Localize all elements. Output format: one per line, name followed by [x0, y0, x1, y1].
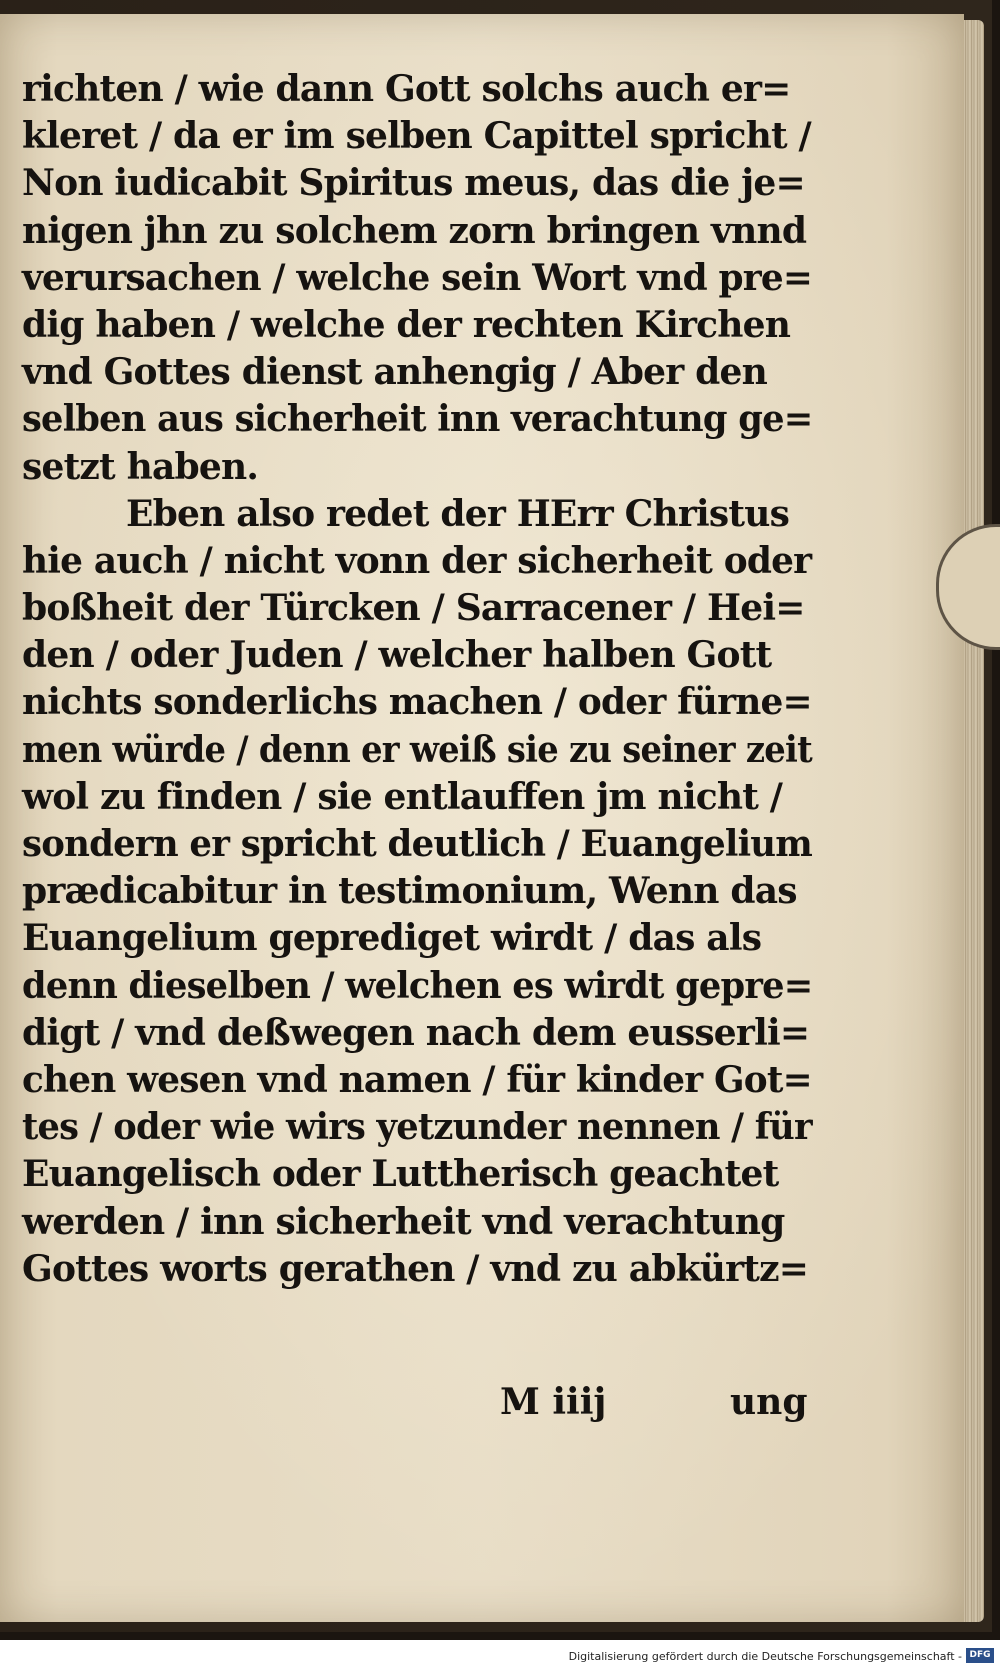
- text-line: denn dieselben / welchen es wirdt gepre=: [22, 964, 813, 1007]
- text-line: boßheit der Türcken / Sarracener / Hei=: [22, 587, 805, 630]
- catchword: ung: [730, 1381, 808, 1423]
- page-footer-line: [500, 1378, 820, 1426]
- text-line: Gottes worts gerathen / vnd zu abkürtz=: [22, 1247, 809, 1290]
- text-line: Euangelium geprediget wirdt / das als: [22, 917, 762, 960]
- text-line: nichts sonderlichs machen / oder fürne=: [22, 681, 812, 724]
- text-line: tes / oder wie wirs yetzunder nennen / für: [22, 1106, 812, 1149]
- text-line: kleret / da er im selben Capittel spricht /: [22, 115, 811, 158]
- text-line: werden / inn sicherheit vnd verachtung: [22, 1200, 785, 1243]
- text-line: dig haben / welche der rechten Kirchen: [22, 303, 791, 346]
- text-line: Non iudicabit Spiritus meus, das die je=: [22, 162, 805, 205]
- text-line: selben aus sicherheit inn verachtung ge=: [22, 398, 813, 441]
- text-line: Euangelisch oder Luttherisch geachtet: [22, 1153, 779, 1196]
- text-line: wol zu finden / sie entlauffen jm nicht /: [22, 775, 783, 818]
- text-line: chen wesen vnd namen / für kinder Got=: [22, 1058, 812, 1101]
- text-line: prædicabitur in testimonium, Wenn das: [22, 870, 797, 913]
- book-page: [0, 14, 964, 1622]
- text-line: setzt haben.: [22, 445, 259, 488]
- text-line: den / oder Juden / welcher halben Gott: [22, 634, 772, 677]
- text-line: sondern er spricht deutlich / Euangelium: [22, 823, 813, 865]
- dfg-logo: DFG: [966, 1648, 994, 1663]
- page-text: [22, 66, 812, 1293]
- text-line: richten / wie dann Gott solchs auch er=: [22, 68, 791, 110]
- signature-mark: M iiij: [500, 1381, 607, 1423]
- text-line: digt / vnd deßwegen nach dem eusserli=: [22, 1011, 810, 1054]
- text-line: hie auch / nicht vonn der sicherheit oder: [22, 539, 812, 582]
- text-line: men würde / denn er weiß sie zu seiner zeit: [22, 728, 812, 771]
- text-line: verursachen / welche sein Wort vnd pre=: [22, 256, 813, 299]
- paragraph-start-line: Eben also redet der HErr Christus: [126, 492, 790, 535]
- digitization-credit: Digitalisierung gefördert durch die Deutsche Forschungsgemeinschaft -: [568, 1650, 962, 1663]
- text-line: vnd Gottes dienst anhengig / Aber den: [22, 351, 768, 394]
- text-line: nigen jhn zu solchem zorn bringen vnnd: [22, 209, 807, 252]
